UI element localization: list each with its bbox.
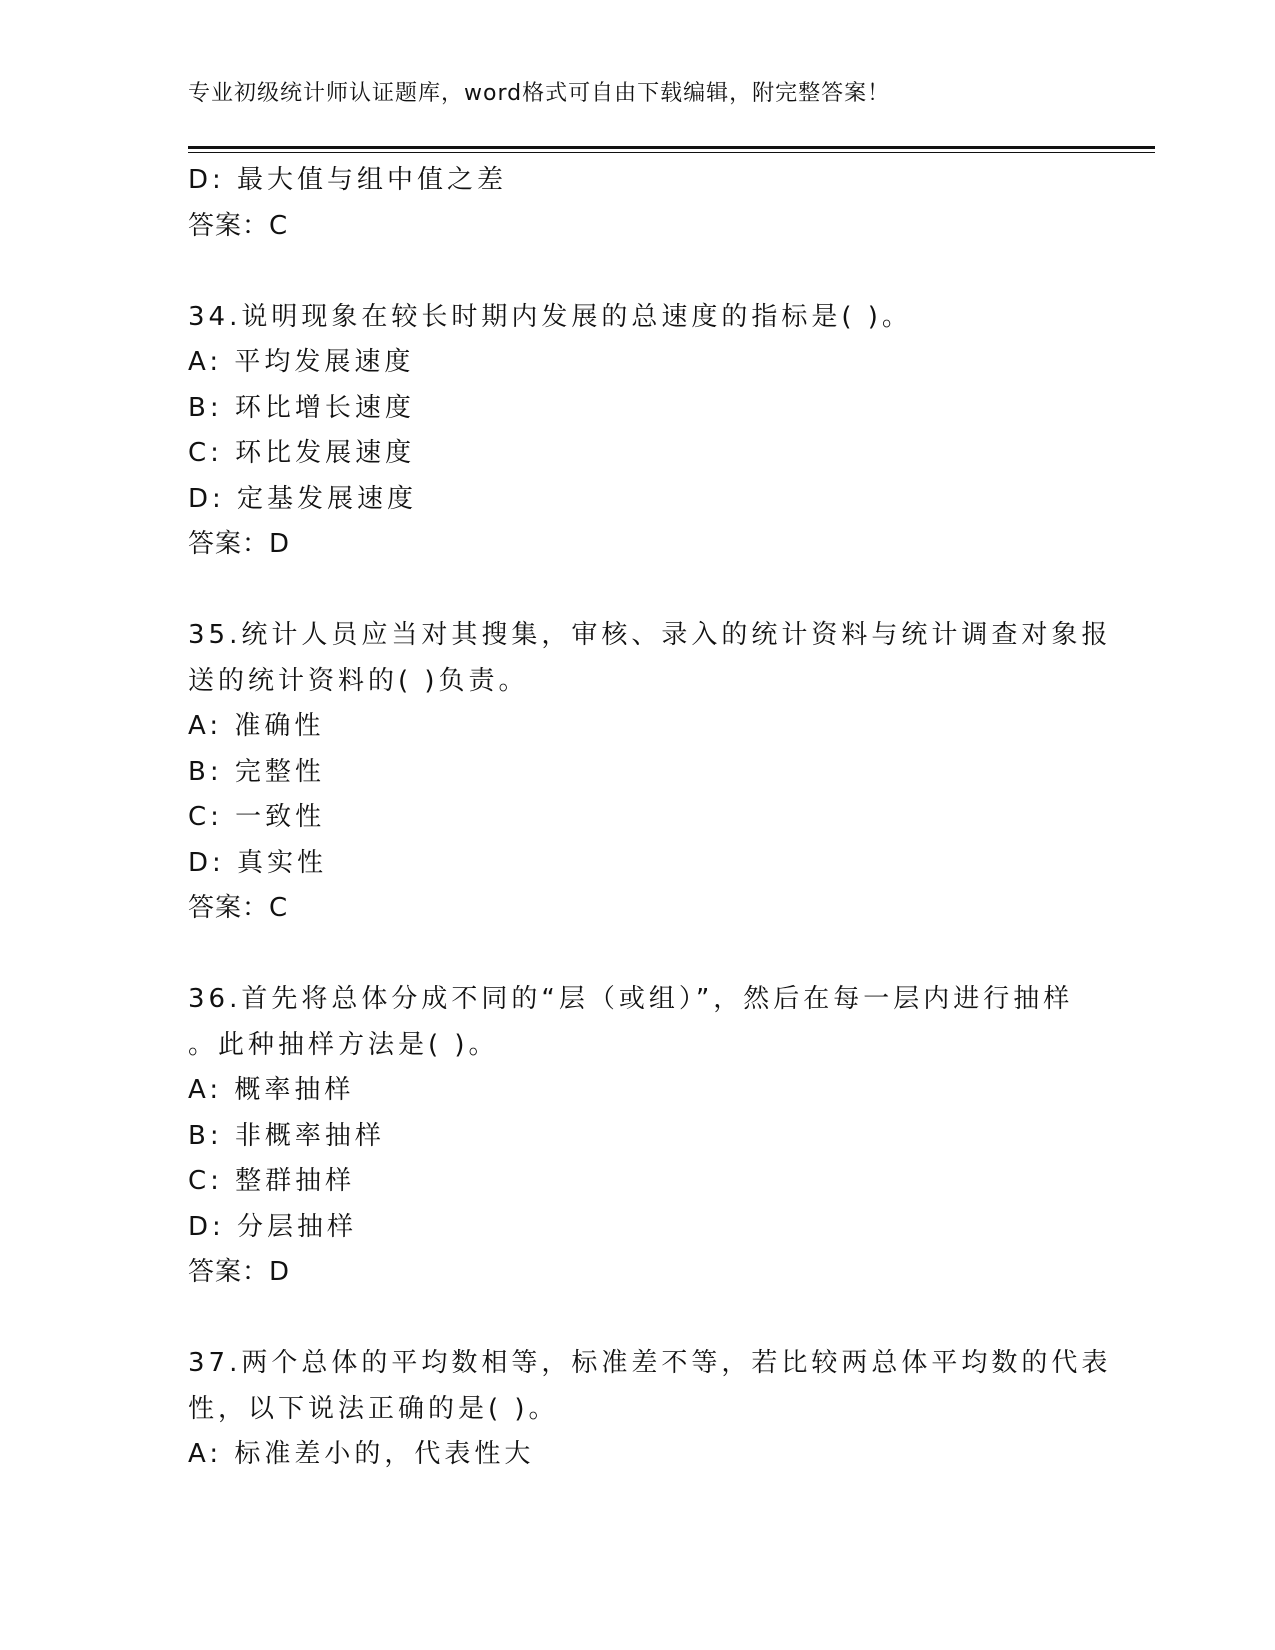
question-line: 36.首先将总体分成不同的“层（或组）”，然后在每一层内进行抽样 [188,984,1074,1014]
option-line: B: 环比增长速度 [188,392,415,423]
option-line: A: 准确性 [188,711,325,741]
question-line: 。此种抽样方法是( )。 [188,1029,499,1060]
question-line: 34.说明现象在较长时期内发展的总速度的指标是( )。 [188,301,912,332]
answer-line: 答案：D [188,1257,291,1287]
question-line: 35.统计人员应当对其搜集，审核、录入的统计资料与统计调查对象报 [188,620,1112,650]
paragraph-gap [188,249,1088,295]
answer-line: 答案：C [188,210,289,241]
option-line: B: 非概率抽样 [188,1120,385,1151]
document-header: 专业初级统计师认证题库，word格式可自由下载编辑，附完整答案！ [188,81,891,106]
option-line: D: 真实性 [188,847,328,878]
option-line: D: 定基发展速度 [188,483,418,514]
answer-line: 答案：C [188,893,289,923]
document-body [188,158,1112,1478]
answer-line: 答案：D [188,529,291,559]
paragraph-gap [188,932,1088,978]
option-line: C: 整群抽样 [188,1166,356,1196]
option-line: C: 一致性 [188,802,326,832]
option-line: A: 平均发展速度 [188,347,415,377]
header-rule-thick [188,146,1155,149]
option-line: A: 标准差小的，代表性大 [188,1439,535,1469]
option-line: D: 最大值与组中值之差 [188,165,508,195]
option-line: B: 完整性 [188,756,325,787]
question-line: 送的统计资料的( )负责。 [188,665,529,696]
question-line: 37.两个总体的平均数相等，标准差不等，若比较两总体平均数的代表 [188,1348,1112,1378]
option-line: A: 概率抽样 [188,1075,355,1105]
question-line: 性，以下说法正确的是( )。 [188,1393,559,1424]
option-line: D: 分层抽样 [188,1211,358,1242]
paragraph-gap [188,1296,1088,1342]
option-line: C: 环比发展速度 [188,438,416,468]
header-rule-thin [188,152,1155,153]
paragraph-gap [188,568,1088,614]
